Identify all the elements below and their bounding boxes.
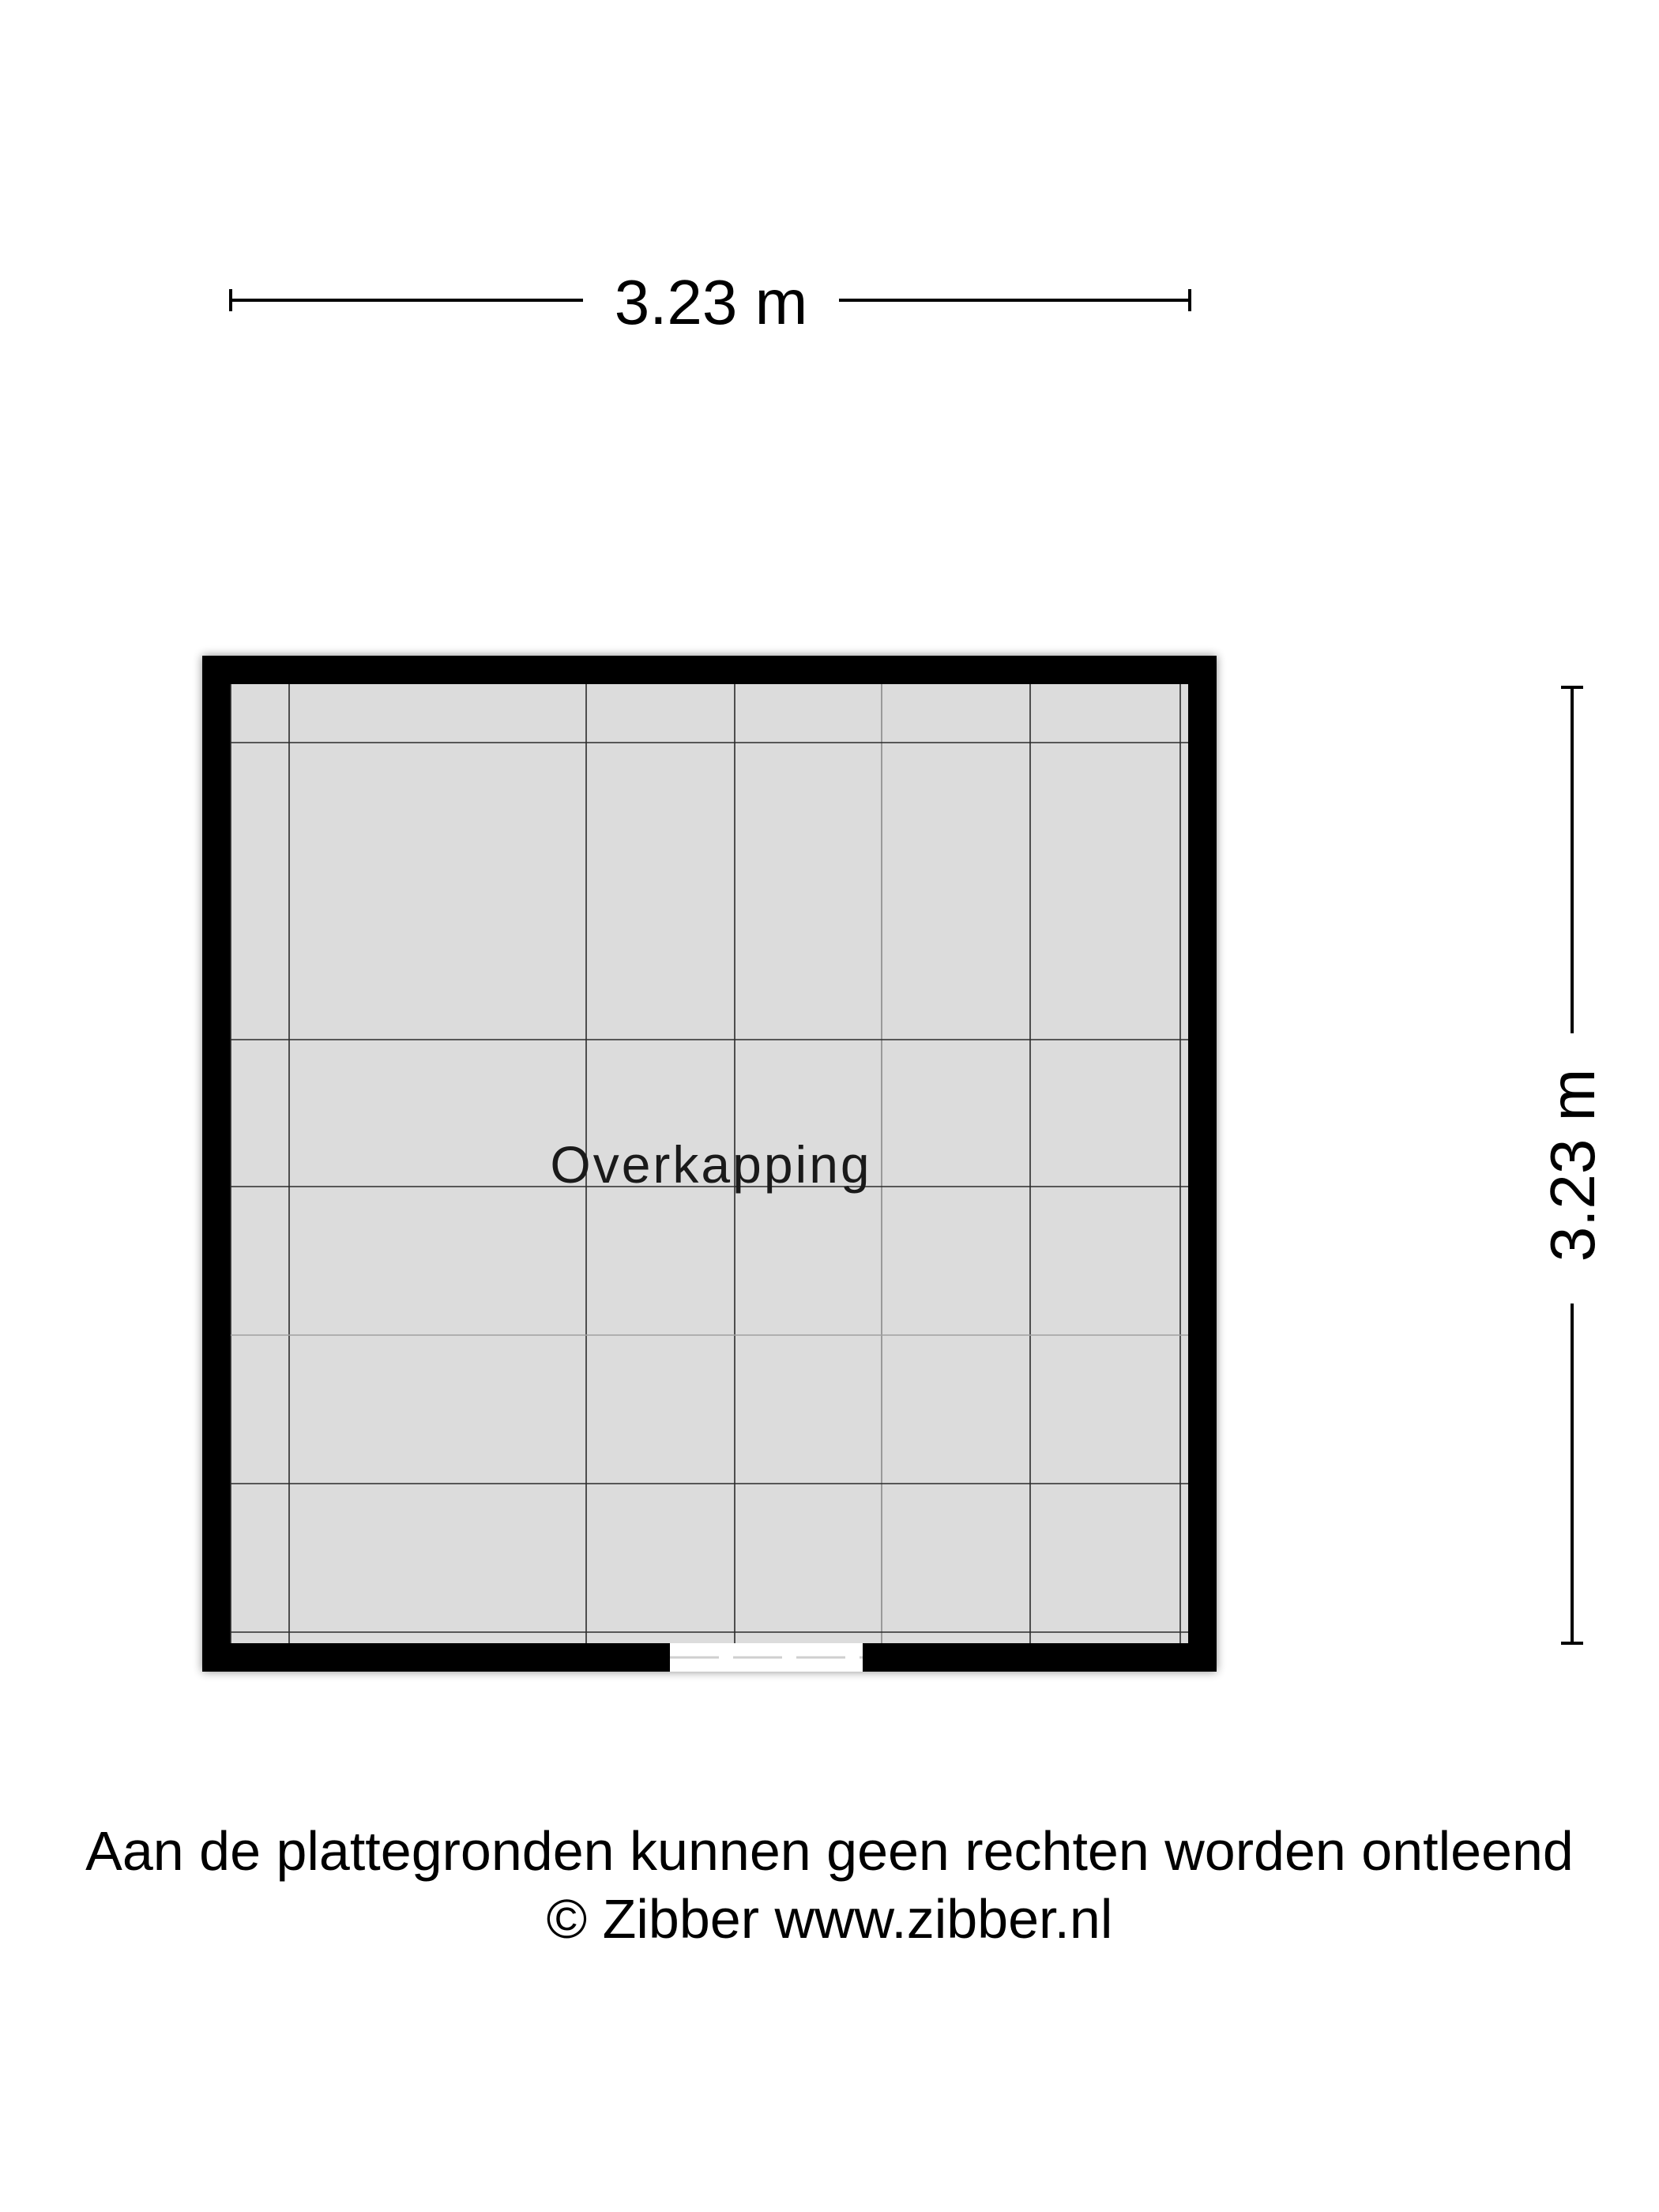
- wall-opening: [670, 1643, 863, 1672]
- height-dimension: [1537, 687, 1608, 1643]
- footer-disclaimer: Aan de plattegronden kunnen geen rechten worden ontleend: [85, 1820, 1574, 1882]
- width-dimension: [231, 267, 1190, 337]
- footer-copyright: © Zibber www.zibber.nl: [546, 1888, 1113, 1950]
- height-dimension-label: 3.23 m: [1537, 1068, 1608, 1262]
- width-dimension-label: 3.23 m: [614, 267, 808, 337]
- room-overkapping: [202, 656, 1217, 1672]
- room-label: Overkapping: [550, 1135, 872, 1194]
